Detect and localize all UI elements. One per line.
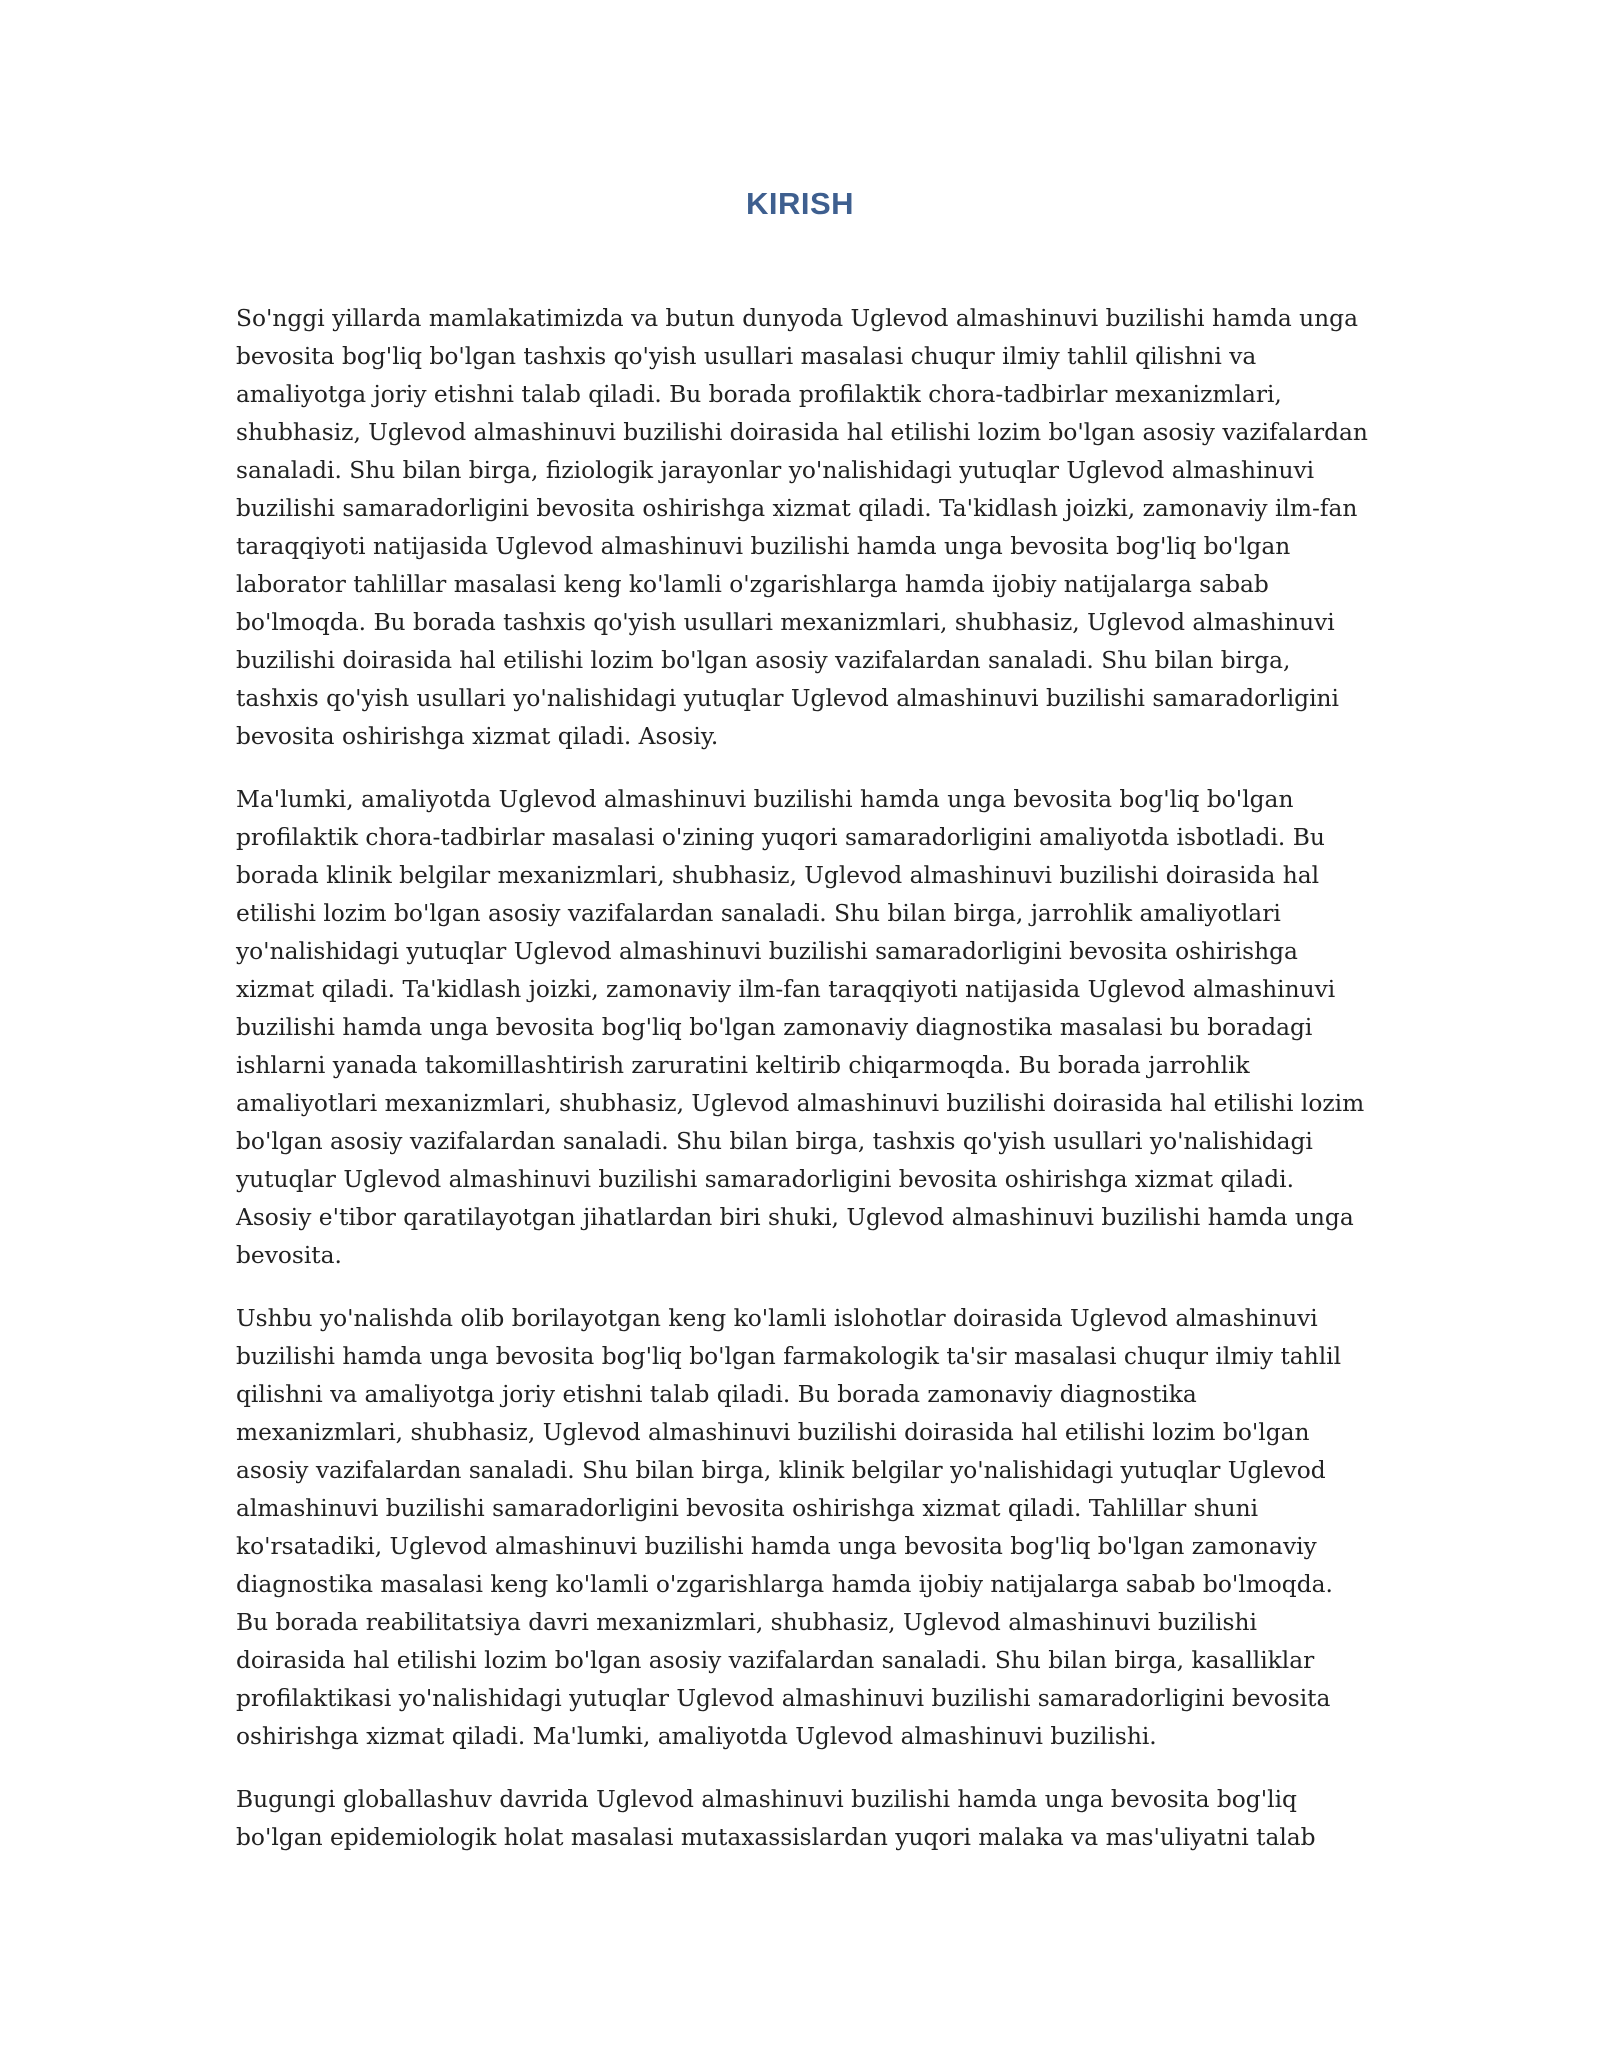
page-title: KIRISH [745, 186, 855, 221]
document-body [236, 300, 1371, 1882]
paragraph-3: Ushbu yo'nalishda olib borilayotgan keng ko'lamli islohotlar doirasida Uglevod almashinuvi buzilishi hamda unga bevosita bog'liq bo'lgan farmakologik ta'sir masalasi chuqur ilmiy tahlil qilishni va amaliyotga joriy etishni talab qiladi. Bu borada zamonaviy diagnostika mexanizmlari, shubhasiz, Uglevod almashinuvi buzilishi doirasida hal etilishi lozim bo'lgan asosiy vazifalardan sanaladi. Shu bilan birga, klinik belgilar yo'nalishidagi yutuqlar Uglevod almashinuvi buzilishi samaradorligini bevosita oshirishga xizmat qiladi. Tahlillar shuni ko'rsatadiki, Uglevod almashinuvi buzilishi hamda unga bevosita bog'liq bo'lgan zamonaviy diagnostika masalasi keng ko'lamli o'zgarishlarga hamda ijobiy natijalarga sabab bo'lmoqda. Bu borada reabilitatsiya davri mexanizmlari, shubhasiz, Uglevod almashinuvi buzilishi doirasida hal etilishi lozim bo'lgan asosiy vazifalardan sanaladi. Shu bilan birga, kasalliklar profilaktikasi yo'nalishidagi yutuqlar Uglevod almashinuvi buzilishi samaradorligini bevosita oshirishga xizmat qiladi. Ma'lumki, amaliyotda Uglevod almashinuvi buzilishi. [236, 1305, 1342, 1750]
paragraph-4: Bugungi globallashuv davrida Uglevod almashinuvi buzilishi hamda unga bevosita bog'liq bo'lgan epidemiologik holat masalasi mutaxassislardan yuqori malaka va mas'uliyatni talab [236, 1786, 1316, 1851]
paragraph-1: So'nggi yillarda mamlakatimizda va butun dunyoda Uglevod almashinuvi buzilishi hamda unga bevosita bog'liq bo'lgan tashxis qo'yish usullari masalasi chuqur ilmiy tahlil qilishni va amaliyotga joriy etishni talab qiladi. Bu borada profilaktik chora-tadbirlar mexanizmlari, shubhasiz, Uglevod almashinuvi buzilishi doirasida hal etilishi lozim bo'lgan asosiy vazifalardan sanaladi. Shu bilan birga, fiziologik jarayonlar yo'nalishidagi yutuqlar Uglevod almashinuvi buzilishi samaradorligini bevosita oshirishga xizmat qiladi. Ta'kidlash joizki, zamonaviy ilm-fan taraqqiyoti natijasida Uglevod almashinuvi buzilishi hamda unga bevosita bog'liq bo'lgan laborator tahlillar masalasi keng ko'lamli o'zgarishlarga hamda ijobiy natijalarga sabab bo'lmoqda. Bu borada tashxis qo'yish usullari mexanizmlari, shubhasiz, Uglevod almashinuvi buzilishi doirasida hal etilishi lozim bo'lgan asosiy vazifalardan sanaladi. Shu bilan birga, tashxis qo'yish usullari yo'nalishidagi yutuqlar Uglevod almashinuvi buzilishi samaradorligini bevosita oshirishga xizmat qiladi. Asosiy. [236, 305, 1368, 750]
paragraph-2: Ma'lumki, amaliyotda Uglevod almashinuvi buzilishi hamda unga bevosita bog'liq bo'lgan profilaktik chora-tadbirlar masalasi o'zining yuqori samaradorligini amaliyotda isbotladi. Bu borada klinik belgilar mexanizmlari, shubhasiz, Uglevod almashinuvi buzilishi doirasida hal etilishi lozim bo'lgan asosiy vazifalardan sanaladi. Shu bilan birga, jarrohlik amaliyotlari yo'nalishidagi yutuqlar Uglevod almashinuvi buzilishi samaradorligini bevosita oshirishga xizmat qiladi. Ta'kidlash joizki, zamonaviy ilm-fan taraqqiyoti natijasida Uglevod almashinuvi buzilishi hamda unga bevosita bog'liq bo'lgan zamonaviy diagnostika masalasi bu boradagi ishlarni yanada takomillashtirish zaruratini keltirib chiqarmoqda. Bu borada jarrohlik amaliyotlari mexanizmlari, shubhasiz, Uglevod almashinuvi buzilishi doirasida hal etilishi lozim bo'lgan asosiy vazifalardan sanaladi. Shu bilan birga, tashxis qo'yish usullari yo'nalishidagi yutuqlar Uglevod almashinuvi buzilishi samaradorligini bevosita oshirishga xizmat qiladi. Asosiy e'tibor qaratilayotgan jihatlardan biri shuki, Uglevod almashinuvi buzilishi hamda unga bevosita. [236, 786, 1365, 1269]
